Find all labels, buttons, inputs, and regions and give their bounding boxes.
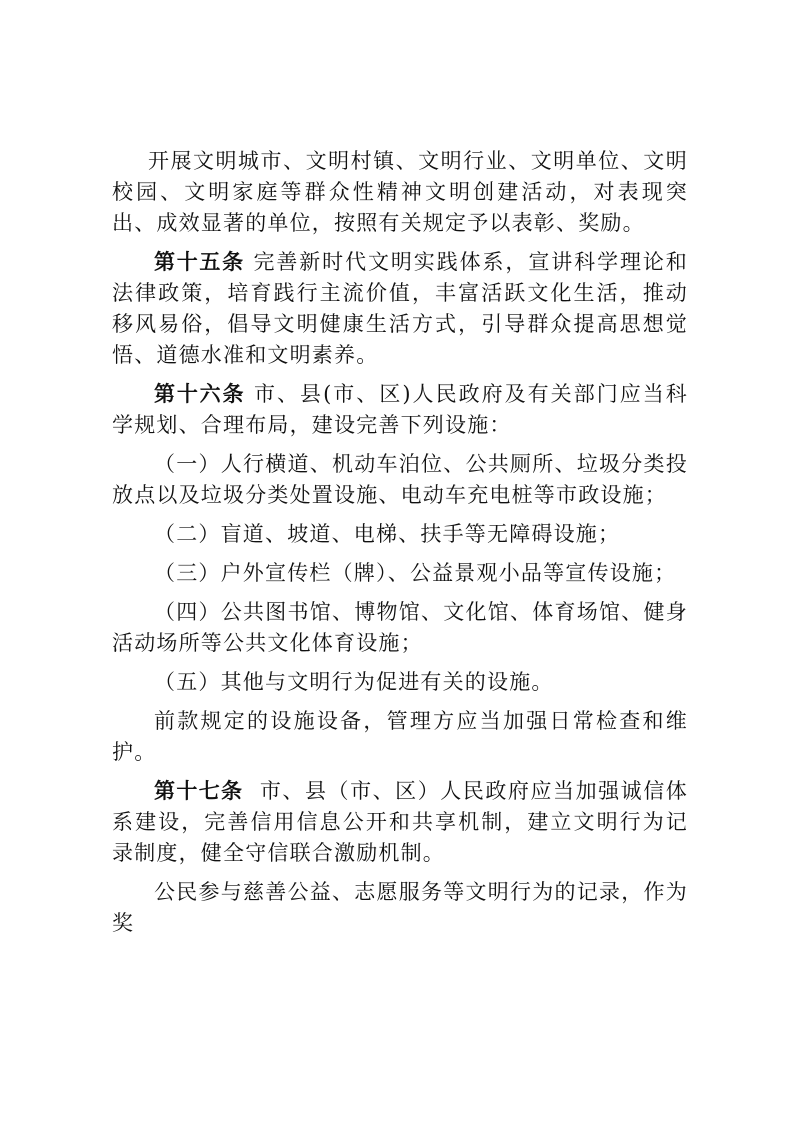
list-item-4	[112, 597, 688, 659]
article-17	[112, 776, 688, 869]
document-page	[112, 146, 688, 947]
paragraph-text: 市、县(市、区)人民政府及有关部门应当科学规划、合理布局，建设完善下列设施：	[112, 382, 688, 437]
paragraph-text: （二）盲道、坡道、电梯、扶手等无障碍设施；	[154, 522, 621, 546]
list-item-1	[112, 449, 688, 511]
list-item-2	[112, 519, 688, 550]
paragraph-text: （一）人行横道、机动车泊位、公共厕所、垃圾分类投放点以及垃圾分类处置设施、电动车充电桩等市政设施；	[112, 452, 688, 507]
list-item-3	[112, 558, 688, 589]
article-number: 第十七条	[154, 779, 244, 803]
article-number: 第十五条	[154, 250, 245, 274]
paragraph-text: 市、县（市、区）人民政府应当加强诚信体系建设，完善信用信息公开和共享机制，建立文明行为记录制度，健全守信联合激励机制。	[112, 779, 688, 865]
article-number: 第十六条	[154, 382, 246, 406]
paragraph-records	[112, 877, 688, 939]
paragraph-text: （三）户外宣传栏（牌）、公益景观小品等宣传设施；	[154, 561, 677, 585]
paragraph-text: 开展文明城市、文明村镇、文明行业、文明单位、文明校园、文明家庭等群众性精神文明创建活动，对表现突出、成效显著的单位，按照有关规定予以表彰、奖励。	[112, 149, 688, 235]
paragraph-1	[112, 146, 688, 239]
paragraph-text: （四）公共图书馆、博物馆、文化馆、体育场馆、健身活动场所等公共文化体育设施；	[112, 600, 688, 655]
paragraph-text: 前款规定的设施设备，管理方应当加强日常检查和维护。	[112, 709, 688, 764]
paragraph-text: 完善新时代文明实践体系，宣讲科学理论和法律政策，培育践行主流价值，丰富活跃文化生活，推动移风易俗，倡导文明健康生活方式，引导群众提高思想觉悟、道德水准和文明素养。	[112, 250, 688, 367]
paragraph-maintenance	[112, 706, 688, 768]
paragraph-text: （五）其他与文明行为促进有关的设施。	[154, 670, 554, 694]
list-item-5	[112, 667, 688, 698]
article-16	[112, 379, 688, 441]
article-15	[112, 247, 688, 371]
paragraph-text: 公民参与慈善公益、志愿服务等文明行为的记录，作为奖	[112, 880, 688, 935]
